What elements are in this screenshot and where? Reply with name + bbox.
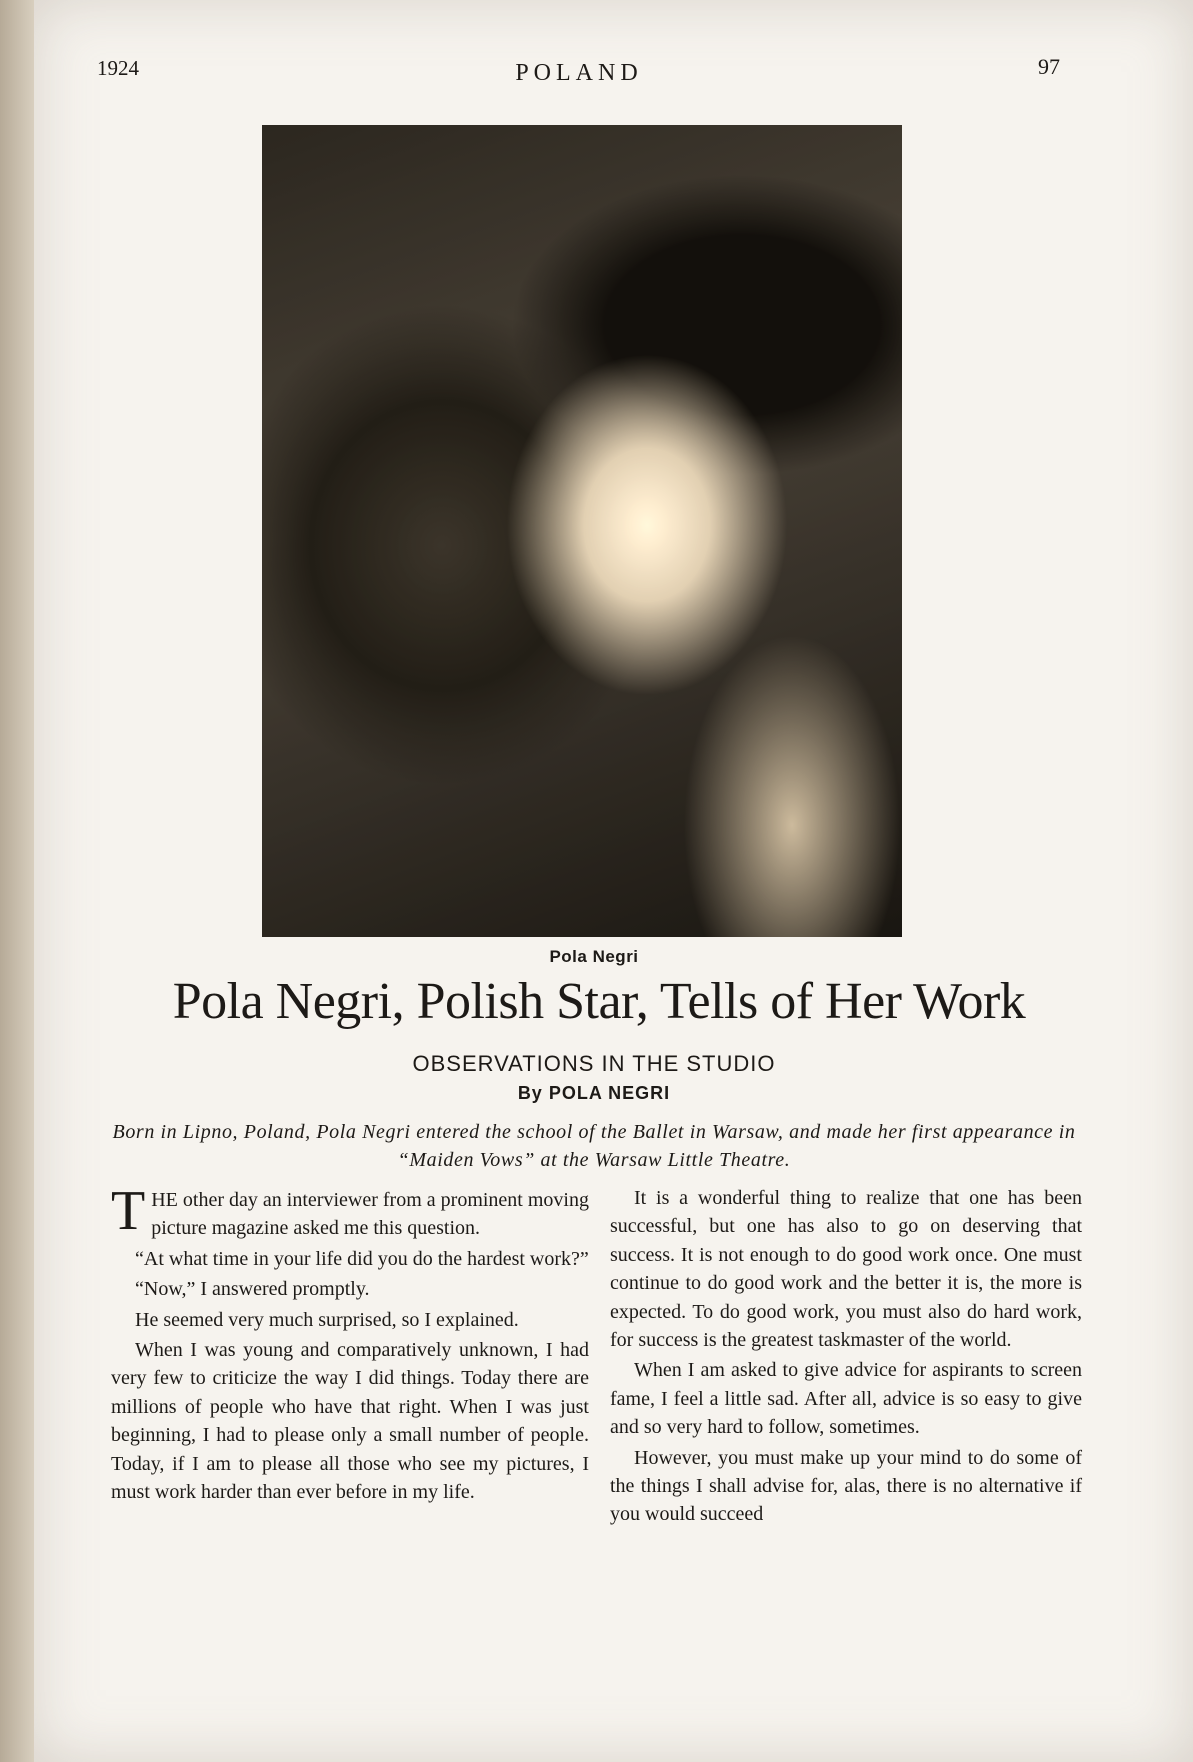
- paragraph: “At what time in your life did you do the hardest work?”: [135, 1247, 589, 1270]
- article-headline: Pola Negri, Polish Star, Tells of Her Work: [172, 973, 1026, 1030]
- paragraph: “Now,” I answered promptly.: [135, 1278, 370, 1301]
- page-edge: [0, 0, 34, 1762]
- paragraph: When I am asked to give advice for aspirants to screen fame, I feel a little sad. After all, advice is so easy to give and so very hard to follow, sometimes.: [610, 1359, 1082, 1439]
- right-column: [610, 1184, 1082, 1531]
- header-year: 1924: [97, 56, 139, 80]
- drop-cap: T: [111, 1180, 146, 1242]
- paragraph-text: HE other day an interviewer from a prominent moving picture magazine asked me this question.: [151, 1189, 589, 1240]
- page-number: 97: [1038, 54, 1060, 79]
- left-column: [111, 1180, 589, 1508]
- portrait-photo: [262, 125, 902, 937]
- magazine-page: [34, 0, 1193, 1762]
- paragraph: When I was young and comparatively unknown, I had very few to criticize the way I did things. Today there are millions of people who have that right. When I was just beginning, I had to please only a small number of people. Today, if I am to please all those who see my pictures, I must work harder than ever before in my life.: [111, 1339, 589, 1504]
- article-byline: By POLA NEGRI: [517, 1083, 671, 1103]
- header-title: POLAND: [515, 60, 643, 86]
- photo-caption: Pola Negri: [549, 947, 639, 966]
- article-subhead: OBSERVATIONS IN THE STUDIO: [412, 1051, 776, 1076]
- paragraph: It is a wonderful thing to realize that one has been successful, but one has also to go on deserving that success. It is not enough to do good work once. One must continue to do good work and the better it is, the more is expected. To do good work, you must also do hard work, for success is the greatest taskmaster of the world.: [610, 1187, 1082, 1352]
- paragraph: [111, 1180, 589, 1243]
- paragraph: He seemed very much surprised, so I explained.: [135, 1308, 519, 1331]
- paragraph: However, you must make up your mind to do some of the things I shall advise for, alas, there is no alternative if you would succeed: [610, 1446, 1082, 1526]
- article-intro: Born in Lipno, Poland, Pola Negri entered the school of the Ballet in Warsaw, and made her first appearance in “Maiden Vows” at the Warsaw Little Theatre.: [112, 1121, 1076, 1171]
